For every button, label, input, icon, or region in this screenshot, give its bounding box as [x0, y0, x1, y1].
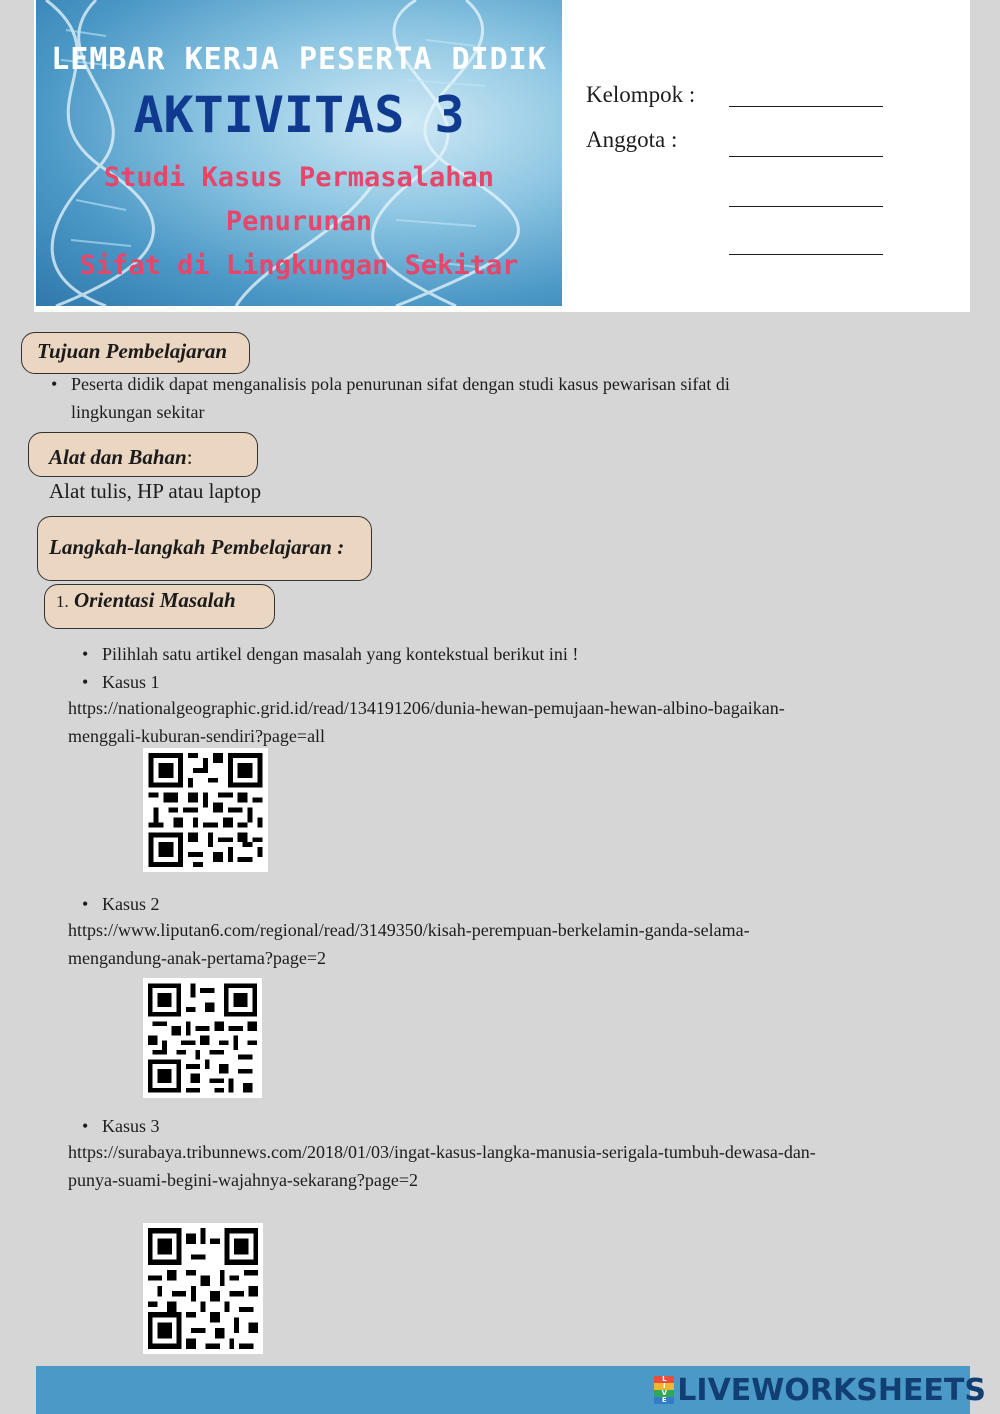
- logo-mark-i: I: [654, 1383, 674, 1390]
- langkah-heading: [37, 516, 372, 581]
- kasus-3-url-line1: https://surabaya.tribunnews.com/2018/01/03/ingat-kasus-langka-manusia-serigala-tumbuh-dewasa-dan-: [68, 1142, 816, 1162]
- kasus-3-qr-code: [143, 1223, 263, 1354]
- tujuan-line1: • Peserta didik dapat menganalisis pola penurunan sifat dengan studi kasus pewarisan sifat di: [71, 374, 730, 394]
- kasus-2-label: • Kasus 2: [102, 890, 160, 918]
- kasus-3-label: • Kasus 3: [102, 1112, 160, 1140]
- banner-topic-line1: Studi Kasus Permasalahan Penurunan: [103, 162, 495, 237]
- banner-title: AKTIVITAS 3: [133, 86, 465, 144]
- kasus-2-url-line2: mengandung-anak-pertama?page=2: [68, 948, 327, 968]
- instruction-bullet: • Pilihlah satu artikel dengan masalah yang kontekstual berikut ini !: [102, 640, 578, 668]
- alat-heading-colon: :: [186, 445, 193, 469]
- banner-subtitle: LEMBAR KERJA PESERTA DIDIK: [51, 42, 547, 77]
- liveworksheets-logo-icon: [654, 1376, 674, 1404]
- kasus-2-qr-code: [143, 978, 262, 1098]
- anggota-input-line-1[interactable]: [729, 156, 883, 157]
- anggota-input-line-3[interactable]: [729, 254, 883, 255]
- anggota-label: Anggota :: [586, 127, 678, 152]
- liveworksheets-logo-text: LIVEWORKSHEETS: [677, 1372, 986, 1408]
- kasus-1-label: • Kasus 1: [102, 668, 160, 696]
- logo-mark-v: V: [654, 1390, 674, 1397]
- tujuan-bullet: [71, 370, 730, 426]
- logo-mark-l: L: [654, 1376, 674, 1383]
- kasus-2-url[interactable]: [68, 916, 968, 972]
- title-banner: [36, 0, 562, 306]
- kasus-1-url-line1: https://nationalgeographic.grid.id/read/134191206/dunia-hewan-pemujaan-hewan-albino-bagaikan-: [68, 698, 785, 718]
- banner-topic-line2: Sifat di Lingkungan Sekitar: [79, 250, 519, 281]
- kasus-1-url-line2: menggali-kuburan-sendiri?page=all: [68, 726, 326, 746]
- banner-topic: [36, 156, 562, 288]
- kasus-3-url-line2: punya-suami-begini-wajahnya-sekarang?page=2: [68, 1170, 419, 1190]
- anggota-input-line-2[interactable]: [729, 206, 883, 207]
- tujuan-heading: [21, 332, 250, 374]
- step-number: 1.: [56, 592, 69, 611]
- kelompok-label: Kelompok :: [586, 82, 696, 107]
- kasus-3-url[interactable]: [68, 1138, 968, 1194]
- kelompok-input-line[interactable]: [729, 106, 883, 107]
- step-orientasi-heading: [44, 584, 275, 629]
- logo-mark-e: E: [654, 1397, 674, 1404]
- kasus-1-url[interactable]: [68, 694, 968, 750]
- kasus-2-url-line1: https://www.liputan6.com/regional/read/3149350/kisah-perempuan-berkelamin-ganda-selama-: [68, 920, 750, 940]
- tujuan-line2: lingkungan sekitar: [71, 402, 205, 422]
- kasus-1-qr-code: [143, 748, 268, 872]
- step-title: Orientasi Masalah: [74, 588, 236, 612]
- alat-heading: [28, 432, 258, 477]
- liveworksheets-logo[interactable]: [654, 1372, 986, 1408]
- tujuan-heading-text: Tujuan Pembelajaran: [37, 339, 227, 363]
- alat-text: Alat tulis, HP atau laptop: [49, 479, 262, 503]
- langkah-heading-text: Langkah-langkah Pembelajaran :: [49, 535, 345, 559]
- alat-heading-text: Alat dan Bahan: [49, 445, 187, 469]
